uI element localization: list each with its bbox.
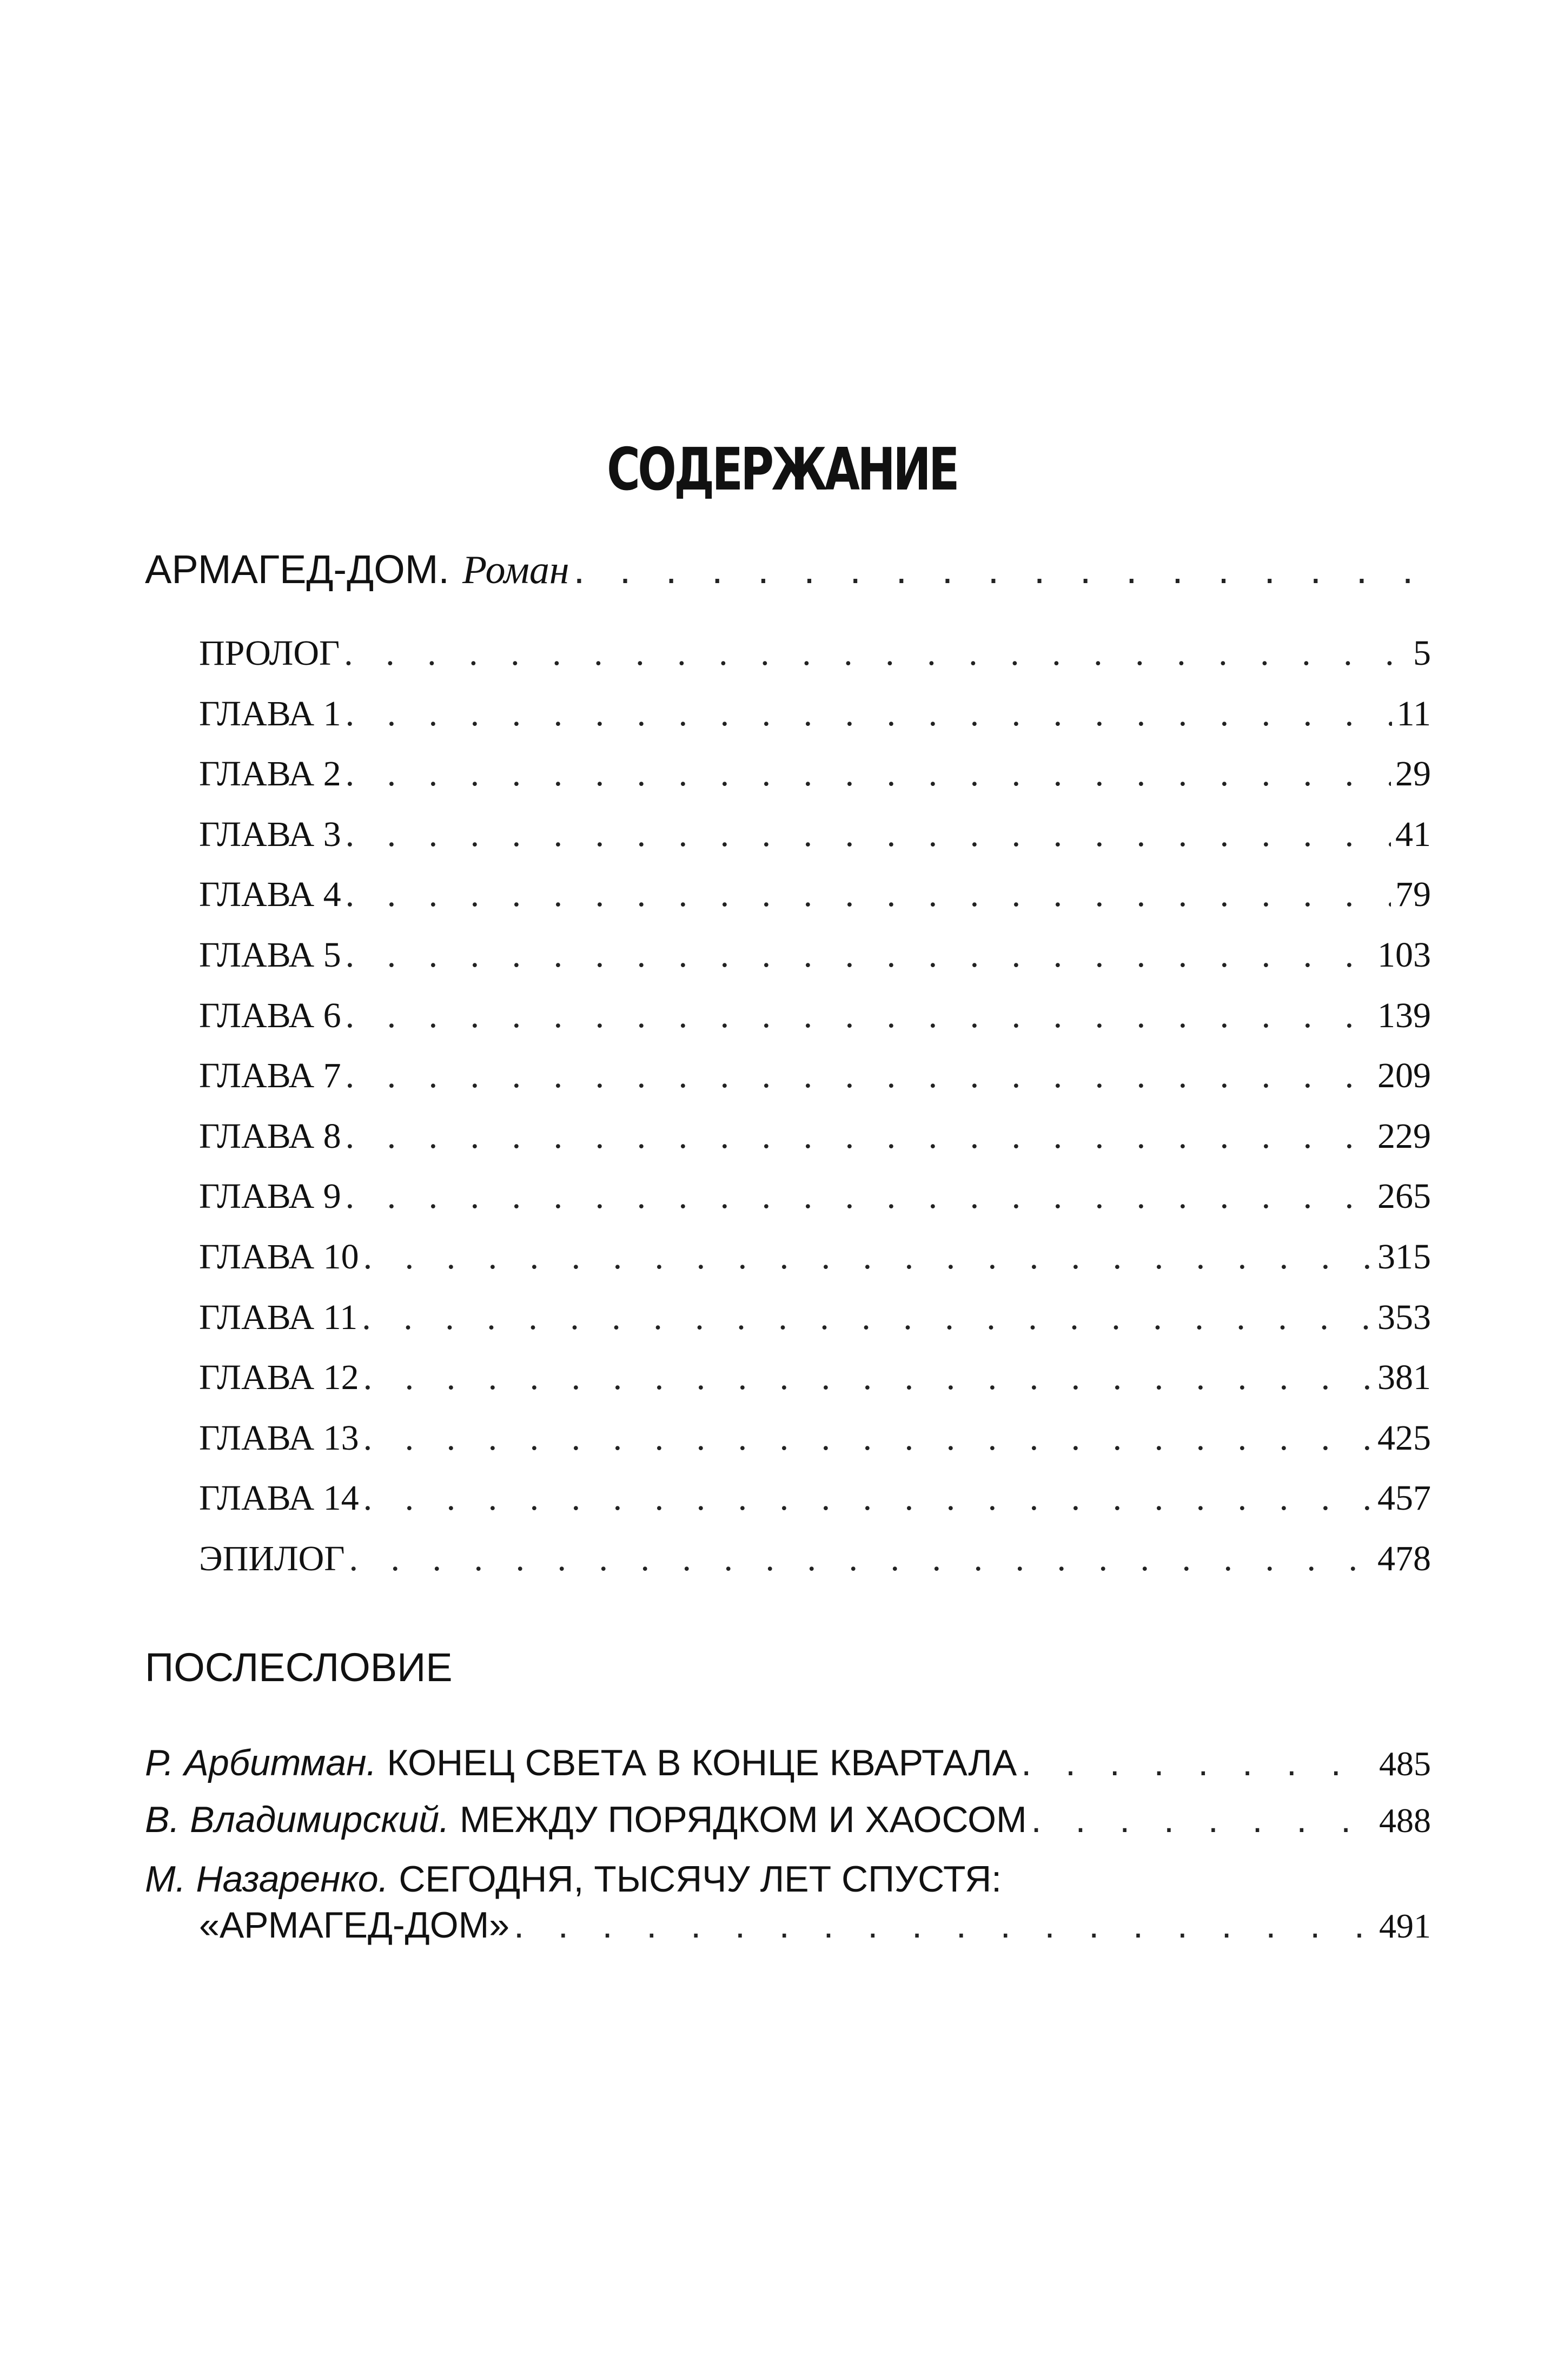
afterword-title: КОНЕЦ СВЕТА В КОНЦЕ КВАРТАЛА bbox=[387, 1742, 1017, 1783]
dot-leader bbox=[363, 1237, 1373, 1278]
afterword-page: 488 bbox=[1379, 1801, 1431, 1840]
chapter-page: 29 bbox=[1395, 754, 1431, 794]
toc-entry-chapter-12 bbox=[199, 1357, 1431, 1400]
chapter-page: 353 bbox=[1377, 1298, 1431, 1337]
afterword-title: СЕГОДНЯ, ТЫСЯЧУ ЛЕТ СПУСТЯ: bbox=[399, 1859, 1002, 1900]
afterword-author: Р. Арбитман. bbox=[145, 1742, 377, 1783]
novel-title: АРМАГЕД-ДОМ. bbox=[145, 547, 449, 592]
chapter-title: ГЛАВА 4 bbox=[199, 875, 341, 914]
chapter-page: 103 bbox=[1377, 935, 1431, 975]
toc-entry-chapter-11 bbox=[199, 1297, 1431, 1340]
dot-leader bbox=[346, 874, 1391, 915]
dot-leader bbox=[349, 1538, 1373, 1579]
toc-entry-chapter-9 bbox=[199, 1176, 1431, 1219]
chapter-page: 139 bbox=[1377, 996, 1431, 1035]
dot-leader bbox=[363, 1478, 1373, 1519]
chapter-title: ГЛАВА 7 bbox=[199, 1056, 341, 1095]
toc-entry-afterword-3-line-2 bbox=[199, 1904, 1431, 1946]
novel-genre: Роман bbox=[462, 548, 569, 592]
dot-leader bbox=[362, 1297, 1373, 1338]
chapter-title: ГЛАВА 10 bbox=[199, 1237, 359, 1277]
toc-entry-chapter-8 bbox=[199, 1116, 1431, 1159]
dot-leader bbox=[1031, 1799, 1375, 1841]
dot-leader bbox=[363, 1418, 1373, 1459]
chapter-page: 5 bbox=[1413, 633, 1431, 673]
toc-entry-chapter-10 bbox=[199, 1237, 1431, 1280]
toc-entry-chapter-2 bbox=[199, 753, 1431, 797]
chapter-page: 79 bbox=[1395, 875, 1431, 914]
afterword-author: В. Владимирский. bbox=[145, 1799, 449, 1840]
toc-entry-chapter-3 bbox=[199, 814, 1431, 857]
chapter-page: 315 bbox=[1377, 1237, 1431, 1277]
chapter-page: 11 bbox=[1396, 694, 1431, 733]
chapter-page: 478 bbox=[1377, 1539, 1431, 1578]
chapter-title: ГЛАВА 9 bbox=[199, 1176, 341, 1216]
afterword-page: 491 bbox=[1379, 1907, 1431, 1945]
dot-leader bbox=[346, 1176, 1373, 1217]
chapter-title: ГЛАВА 6 bbox=[199, 996, 341, 1035]
chapter-title: ПРОЛОГ bbox=[199, 633, 340, 673]
dot-leader bbox=[574, 546, 1428, 592]
toc-entry-afterword-2 bbox=[145, 1799, 1431, 1841]
toc-entry-chapter-6 bbox=[199, 995, 1431, 1039]
afterword-page: 485 bbox=[1379, 1744, 1431, 1783]
afterword-heading: ПОСЛЕСЛОВИЕ bbox=[145, 1645, 453, 1690]
toc-novel-entry bbox=[145, 546, 1432, 593]
dot-leader bbox=[346, 753, 1391, 795]
toc-entry-chapter-5 bbox=[199, 935, 1431, 978]
afterword-entry-label bbox=[145, 1799, 1027, 1841]
chapter-title: ГЛАВА 13 bbox=[199, 1418, 359, 1458]
toc-entry-chapter-4 bbox=[199, 874, 1431, 917]
dot-leader bbox=[1021, 1742, 1375, 1784]
toc-entry-chapter-13 bbox=[199, 1418, 1431, 1461]
toc-entry-afterword-1 bbox=[145, 1742, 1431, 1784]
chapter-page: 229 bbox=[1377, 1116, 1431, 1156]
afterword-title: МЕЖДУ ПОРЯДКОМ И ХАОСОМ bbox=[459, 1799, 1027, 1840]
chapter-title: ГЛАВА 11 bbox=[199, 1298, 358, 1337]
dot-leader bbox=[344, 633, 1409, 674]
chapter-title: ГЛАВА 1 bbox=[199, 694, 341, 733]
chapter-page: 209 bbox=[1377, 1056, 1431, 1095]
dot-leader bbox=[346, 1116, 1373, 1157]
afterword-title-continued: «АРМАГЕД-ДОМ» bbox=[199, 1905, 510, 1946]
dot-leader bbox=[346, 995, 1373, 1036]
dot-leader bbox=[363, 1357, 1373, 1398]
chapter-title: ГЛАВА 2 bbox=[199, 754, 341, 794]
chapter-title: ГЛАВА 3 bbox=[199, 815, 341, 854]
dot-leader bbox=[514, 1904, 1375, 1946]
dot-leader bbox=[346, 935, 1373, 976]
chapter-page: 425 bbox=[1377, 1418, 1431, 1458]
chapter-page: 457 bbox=[1377, 1478, 1431, 1518]
chapter-page: 265 bbox=[1377, 1176, 1431, 1216]
chapter-title: ЭПИЛОГ bbox=[199, 1539, 345, 1578]
toc-entry-afterword-3-line-1 bbox=[145, 1858, 1002, 1900]
toc-entry-chapter-7 bbox=[199, 1055, 1431, 1099]
page-heading: СОДЕРЖАНИЕ bbox=[607, 436, 957, 504]
dot-leader bbox=[346, 693, 1393, 735]
chapter-page: 381 bbox=[1377, 1358, 1431, 1397]
toc-entry-epilogue bbox=[199, 1538, 1431, 1582]
toc-entry-chapter-14 bbox=[199, 1478, 1431, 1521]
afterword-author: М. Назаренко. bbox=[145, 1859, 389, 1900]
toc-entry-prologue bbox=[199, 633, 1431, 676]
chapter-title: ГЛАВА 8 bbox=[199, 1116, 341, 1156]
toc-entry-chapter-1 bbox=[199, 693, 1431, 737]
dot-leader bbox=[346, 814, 1391, 855]
chapter-title: ГЛАВА 14 bbox=[199, 1478, 359, 1518]
chapter-title: ГЛАВА 5 bbox=[199, 935, 341, 975]
chapter-page: 41 bbox=[1395, 815, 1431, 854]
dot-leader bbox=[346, 1055, 1373, 1096]
afterword-entry-label bbox=[145, 1742, 1017, 1784]
chapter-title: ГЛАВА 12 bbox=[199, 1358, 359, 1397]
